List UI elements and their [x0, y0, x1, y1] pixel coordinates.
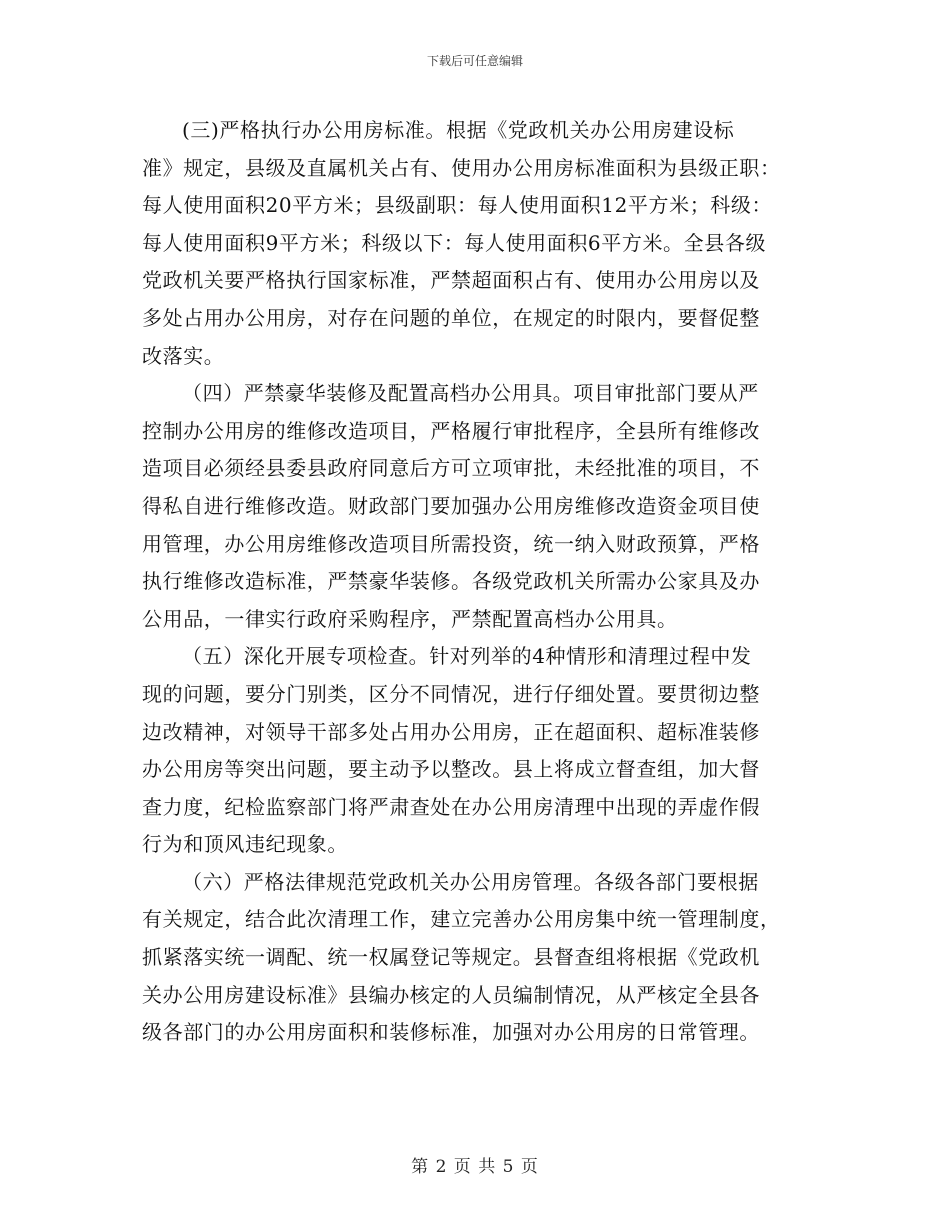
page-number: 第 2 页 共 5 页 [411, 1157, 539, 1177]
paragraph-line: 级各部门的办公用房面积和装修标准，加强对办公用房的日常管理。 [142, 1020, 760, 1045]
paragraph-line: 公用品，一律实行政府采购程序，严禁配置高档办公用具。 [142, 606, 678, 631]
paragraph-line: (三)严格执行办公用房标准。根据《党政机关办公用房建设标 [182, 118, 735, 142]
paragraph-line: 造项目必须经县委县政府同意后方可立项审批，未经批准的项目，不 [142, 456, 760, 481]
paragraph-office-standards [142, 112, 810, 375]
paragraph-management-regulation [142, 864, 810, 1052]
paragraph-renovation-ban [142, 375, 810, 638]
paragraph-line: 执行维修改造标准，严禁豪华装修。各级党政机关所需办公家具及办 [142, 569, 760, 594]
paragraph-line: 关办公用房建设标准》县编办核定的人员编制情况，从严核定全县各 [142, 982, 760, 1007]
paragraph-line: 行为和顶风违纪现象。 [142, 832, 348, 857]
paragraph-line: 查力度，纪检监察部门将严肃查处在办公用房清理中出现的弄虚作假 [142, 794, 760, 819]
paragraph-line: 现的问题，要分门别类，区分不同情况，进行仔细处置。要贯彻边整 [142, 681, 760, 706]
paragraph-line: 改落实。 [142, 343, 225, 368]
document-body [142, 112, 810, 1052]
paragraph-line: 多处占用办公用房，对存在问题的单位，在规定的时限内，要督促整 [142, 305, 760, 330]
paragraph-line: （六）严格法律规范党政机关办公用房管理。各级各部门要根据 [182, 869, 759, 894]
paragraph-line: 每人使用面积20平方米；县级副职：每人使用面积12平方米；科级： [142, 193, 773, 218]
paragraph-line: 每人使用面积9平方米；科级以下：每人使用面积6平方米。全县各级 [142, 230, 767, 255]
page-header-note: 下载后可任意编辑 [426, 54, 523, 68]
paragraph-line: 党政机关要严格执行国家标准，严禁超面积占有、使用办公用房以及 [142, 268, 760, 293]
paragraph-line: 边改精神，对领导干部多处占用办公用房，正在超面积、超标准装修 [142, 719, 760, 744]
paragraph-line: （五）深化开展专项检查。针对列举的4种情形和清理过程中发 [182, 644, 752, 669]
paragraph-line: 有关规定，结合此次清理工作，建立完善办公用房集中统一管理制度， [142, 907, 781, 932]
paragraph-line: 得私自进行维修改造。财政部门要加强办公用房维修改造资金项目使 [142, 493, 760, 518]
paragraph-line: （四）严禁豪华装修及配置高档办公用具。项目审批部门要从严 [182, 381, 759, 406]
paragraph-line: 抓紧落实统一调配、统一权属登记等规定。县督查组将根据《党政机 [142, 945, 760, 970]
paragraph-line: 控制办公用房的维修改造项目，严格履行审批程序，全县所有维修改 [142, 418, 760, 443]
paragraph-line: 用管理，办公用房维修改造项目所需投资，统一纳入财政预算，严格 [142, 531, 760, 556]
paragraph-line: 办公用房等突出问题，要主动予以整改。县上将成立督查组，加大督 [142, 757, 760, 782]
paragraph-special-inspection [142, 638, 810, 864]
paragraph-line: 准》规定，县级及直属机关占有、使用办公用房标准面积为县级正职： [142, 155, 781, 180]
